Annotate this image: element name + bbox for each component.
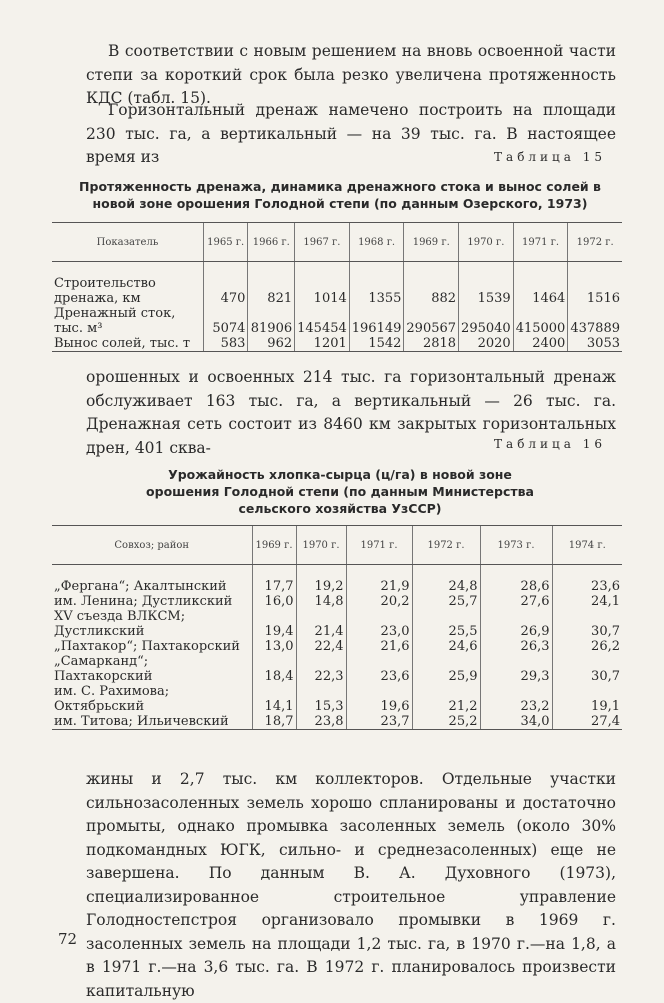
paragraph-wells-text: жины и 2,7 тыс. км коллекторов. Отдельные участки сильнозасоленных земель хорошо спланированы и достаточно промыты, однако промывка засоленных земель (около 30% подкомандных ЮГК, сильно- и среднезасоленных) еще не завершена. По данным В. А. Духовного (1973), специализированное строительное управление Голодностепстроя организовало промывки в 1969 г. засоленных земель на площади 1,2 тыс. га, в 1970 г.—на 1,8, а в 1971 г.—на 3,6 тыс. га. В 1972 г. планировалось произвести капитальную (86, 770, 616, 1000)
table15-cell: 1516 (568, 276, 622, 306)
table16-cell: 22,3 (296, 654, 346, 684)
table-row (52, 594, 622, 609)
table-row (52, 609, 622, 639)
table16-cell: 26,3 (480, 639, 552, 654)
table15-cell: 2818 (404, 336, 459, 352)
table16-title: Урожайность хлопка-сырца (ц/га) в новой зоне орошения Голодной степи (по данным Министерства сельского хозяйства УзССР) (146, 467, 534, 516)
table16-cell: 23,0 (346, 609, 412, 639)
table-row (52, 579, 622, 594)
paragraph-drainage-text: Горизонтальный дренаж намечено построить на площади 230 тыс. га, а вертикальный — на 39 тыс. га. В настоящее время из (86, 101, 616, 166)
table-row (52, 639, 622, 654)
table16-cell: 21,6 (346, 639, 412, 654)
table16-header-5: 1973 г. (480, 526, 552, 565)
table16-cell: 23,8 (296, 714, 346, 730)
table16-header-3: 1971 г. (346, 526, 412, 565)
table16-cell: 27,6 (480, 594, 552, 609)
table16-cell: 17,7 (252, 579, 296, 594)
table16-cell: 19,6 (346, 684, 412, 714)
table16-cell: 21,2 (412, 684, 480, 714)
table16-header-4: 1972 г. (412, 526, 480, 565)
table15-cell: 1355 (349, 276, 404, 306)
table15-row-label: Вынос солей, тыс. т (52, 336, 203, 352)
table15-cell: 3053 (568, 336, 622, 352)
table15-title: Протяженность дренажа, динамика дренажного стока и вынос солей в новой зоне орошения Голодной степи (по данным Озерского, 1973) (79, 179, 601, 211)
table16-cell: 23,6 (346, 654, 412, 684)
paragraph-wells (86, 768, 616, 1003)
table16-cell: 23,2 (480, 684, 552, 714)
table15-cell: 81906 (248, 306, 295, 336)
table15-cell: 2400 (513, 336, 568, 352)
table16-header-2: 1970 г. (296, 526, 346, 565)
table16-cell: 25,2 (412, 714, 480, 730)
table16-header-1: 1969 г. (252, 526, 296, 565)
table16-cell: 23,7 (346, 714, 412, 730)
table15-cell: 962 (248, 336, 295, 352)
table15-cell: 5074 (203, 306, 248, 336)
table15-header-8: 1972 г. (568, 223, 622, 262)
table15-cell: 290567 (404, 306, 459, 336)
table15-header-0: Показатель (52, 223, 203, 262)
table16-cell: 19,4 (252, 609, 296, 639)
table15-header-1: 1965 г. (203, 223, 248, 262)
table15-header-5: 1969 г. (404, 223, 459, 262)
table16-row-label: „Самарканд“; Пахтакорский (54, 654, 153, 684)
table16-cell: 18,7 (252, 714, 296, 730)
table15-cell: 1539 (459, 276, 514, 306)
table16-row-label: им. Титова; Ильичевский (52, 714, 252, 730)
table16-cell: 19,2 (296, 579, 346, 594)
table16-cell: 30,7 (552, 654, 622, 684)
table16-cell: 21,4 (296, 609, 346, 639)
table16-row-label: XV съезда ВЛКСМ; Дустликский (54, 609, 186, 639)
table15-cell: 583 (203, 336, 248, 352)
table15-cell: 196149 (349, 306, 404, 336)
table15-cell: 882 (404, 276, 459, 306)
table16-cell: 20,2 (346, 594, 412, 609)
table-row (52, 336, 622, 352)
table15-header-3: 1967 г. (295, 223, 350, 262)
table15-cell: 295040 (459, 306, 514, 336)
table15-row-label: Дренажный сток, тыс. м³ (54, 306, 176, 336)
table16-row-label: „Пахтакор“; Пахтакорский (54, 639, 240, 654)
table15-cell: 1542 (349, 336, 404, 352)
table15-cell: 821 (248, 276, 295, 306)
table15 (52, 222, 622, 352)
table15-cell: 1014 (295, 276, 350, 306)
table15-cell: 415000 (513, 306, 568, 336)
table16-cell: 23,6 (552, 579, 622, 594)
table16-cell: 29,3 (480, 654, 552, 684)
table16-cell: 21,9 (346, 579, 412, 594)
table16-cell: 30,7 (552, 609, 622, 639)
table16-header-0: Совхоз; район (52, 526, 252, 565)
table15-cell: 145454 (295, 306, 350, 336)
table16-cell: 27,4 (552, 714, 622, 730)
table16 (52, 525, 622, 730)
table16-row-label: им. С. Рахимова; Октябрьский (54, 684, 170, 714)
table16-label: Таблица 16 (494, 437, 606, 451)
table16-cell: 26,2 (552, 639, 622, 654)
table16-row-label: им. Ленина; Дустликский (54, 594, 233, 609)
page-number: 72 (58, 930, 78, 948)
table15-label: Таблица 15 (494, 150, 606, 164)
table16-cell: 16,0 (252, 594, 296, 609)
table16-cell: 14,1 (252, 684, 296, 714)
table15-cell: 470 (203, 276, 248, 306)
table15-header-2: 1966 г. (248, 223, 295, 262)
table16-cell: 34,0 (480, 714, 552, 730)
table15-cell: 2020 (459, 336, 514, 352)
table16-cell: 18,4 (252, 654, 296, 684)
table-row (52, 276, 622, 306)
table15-header-6: 1970 г. (459, 223, 514, 262)
paragraph-irrigated-text: орошенных и освоенных 214 тыс. га горизонтальный дренаж обслуживает 163 тыс. га, а вертикальный — 26 тыс. га. Дренажная сеть состоит из 8460 км закрытых горизонтальных дрен, 401 сква- (86, 368, 616, 457)
table15-header-4: 1968 г. (349, 223, 404, 262)
table-row (52, 654, 622, 684)
table16-cell: 25,7 (412, 594, 480, 609)
table-row (52, 306, 622, 336)
table16-row-label: „Фергана“; Акалтынский (54, 579, 227, 594)
table16-cell: 28,6 (480, 579, 552, 594)
table16-header-6: 1974 г. (552, 526, 622, 565)
table16-cell: 13,0 (252, 639, 296, 654)
table16-cell: 14,8 (296, 594, 346, 609)
table16-cell: 26,9 (480, 609, 552, 639)
paragraph-intro-text: В соответствии с новым решением на вновь освоенной части степи за короткий срок была резко увеличена протяженность КДС (табл. 15). (86, 42, 616, 107)
table15-cell: 437889 (568, 306, 622, 336)
table15-header-7: 1971 г. (513, 223, 568, 262)
table16-cell: 24,1 (552, 594, 622, 609)
table15-cell: 1201 (295, 336, 350, 352)
table16-cell: 24,6 (412, 639, 480, 654)
table-row (52, 684, 622, 714)
table15-row-label: Строительство дренажа, км (54, 276, 156, 306)
table15-cell: 1464 (513, 276, 568, 306)
table16-cell: 15,3 (296, 684, 346, 714)
table-row (52, 714, 622, 730)
table16-cell: 22,4 (296, 639, 346, 654)
table16-cell: 25,5 (412, 609, 480, 639)
table16-cell: 25,9 (412, 654, 480, 684)
table16-cell: 24,8 (412, 579, 480, 594)
table16-cell: 19,1 (552, 684, 622, 714)
